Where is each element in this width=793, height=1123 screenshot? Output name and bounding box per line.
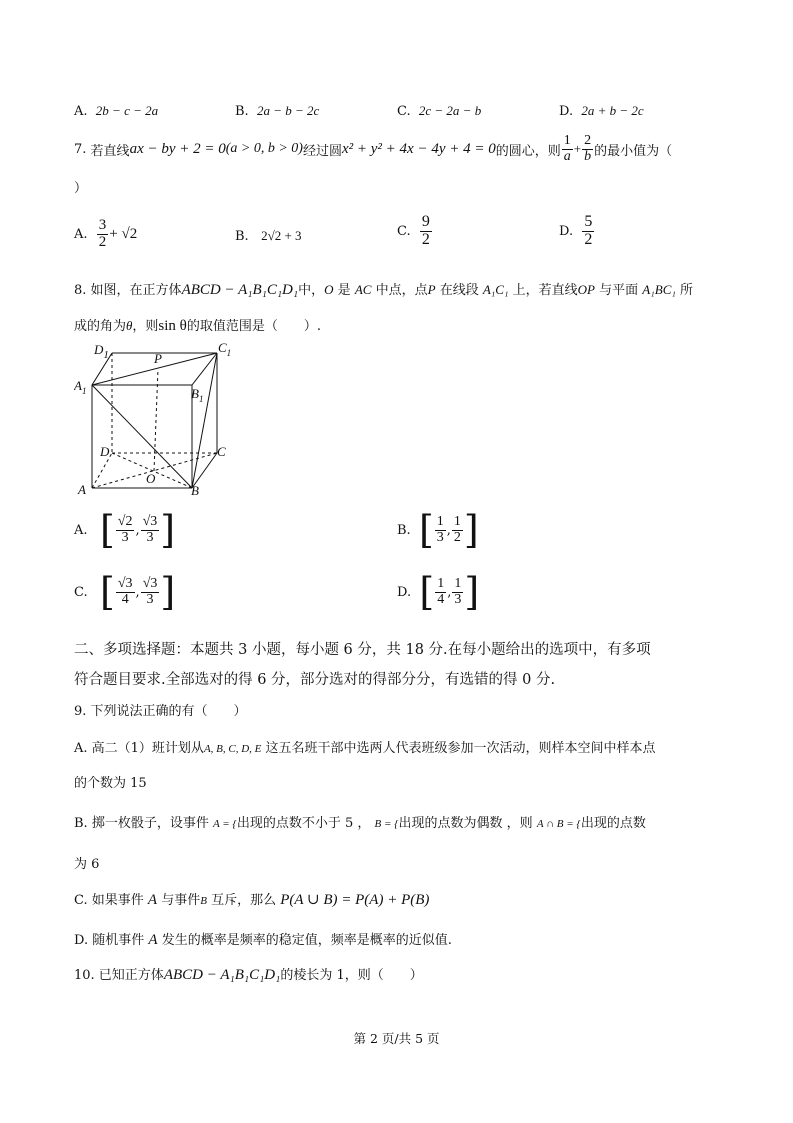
q6-option-c-expr: 2c − 2a − b	[418, 103, 482, 118]
q6-option-b: B. 2a − b − 2c	[235, 103, 320, 119]
q7-close-paren: ）	[74, 181, 88, 196]
label-c: C	[217, 444, 226, 459]
q7-option-a: A. $\frac{3}{2}$ + √2	[74, 217, 138, 250]
label-a1: $A_1$	[74, 378, 87, 396]
label-p: P	[154, 351, 162, 366]
q6-option-a: A. 2b − c − 2a	[74, 103, 159, 119]
q9-option-d: D. 随机事件 A 发生的概率是频率的稳定值，频率是概率的近似值.	[74, 932, 452, 948]
q6-option-b-expr: 2a − b − 2c	[256, 103, 320, 118]
q6-option-d-expr: 2a + b − 2c	[581, 103, 644, 118]
label-a: A	[78, 482, 86, 497]
q9-option-b-line1: B. 掷一枚骰子，设事件 A = {出现的点数不小于 5 ， B = {出现的点数为偶数 ，则 A ∩ B = {出现的点数	[74, 816, 646, 831]
q8-stem-line2: 成的角为θ，则sin θ的取值范围是（ ）.	[74, 318, 322, 334]
label-b: B	[191, 483, 199, 498]
label-c1: $C_1$	[218, 340, 232, 358]
section2-line1: 二、多项选择题：本题共 3 小题，每小题 6 分，共 18 分.在每小题给出的选项中，有多项	[74, 642, 651, 658]
q6-option-a-expr: 2b − c − 2a	[95, 103, 159, 118]
q9-option-c: C. 如果事件 A 与事件B 互斥，那么 P(A ∪ B) = P(A) + P(B)	[74, 892, 430, 908]
q8-option-d: D. [ $\frac{1}{4}$ , $\frac{1}{3}$ ]	[397, 570, 480, 614]
q8-option-b: B. [ $\frac{1}{3}$ , $\frac{1}{2}$ ]	[397, 508, 479, 552]
q7-frac-2-over-b: $\frac{2}{b}$	[584, 133, 592, 164]
q7-option-c: C. $\frac{9}{2}$	[397, 213, 430, 248]
label-o: O	[146, 471, 156, 486]
label-d1: $D_1$	[94, 342, 109, 361]
q9-option-b-line2: 为 6	[74, 857, 100, 872]
q9-option-a-line1: A. 高二（1）班计划从A, B, C, D, E 这五名班干部中选两人代表班级参加一次活动，则样本空间中样本点	[74, 741, 656, 756]
q8-option-c: C. [ $\frac{√3}{4}$ , $\frac{√3}{3}$ ]	[74, 570, 176, 614]
q6-option-d: D. 2a + b − 2c	[559, 103, 644, 119]
q7-option-b: B. 2√2 + 3	[235, 228, 302, 244]
label-b1: $B_1$	[191, 386, 204, 404]
q9-option-a-line2: 的个数为 15	[74, 776, 147, 791]
q8-option-a: A. [ $\frac{√2}{3}$ , $\frac{√3}{3}$ ]	[74, 508, 176, 552]
q7-frac-1-over-a: $\frac{1}{a}$	[563, 133, 571, 164]
q6-option-c: C. 2c − 2a − b	[397, 103, 482, 119]
q8-stem-line1: 8. 如图，在正方体ABCD − A₁B₁C₁D₁中，O 是 AC 中点，点P 在线段 A₁C₁ 上，若直线OP 与平面 A₁BC₁ 所	[74, 282, 694, 298]
cube-figure	[74, 340, 234, 502]
label-d: D	[100, 444, 110, 459]
page-footer: 第 2 页/共 5 页	[353, 1031, 440, 1046]
q7-option-d: D. $\frac{5}{2}$	[559, 213, 593, 248]
section2-line2: 符合题目要求.全部选对的得 6 分，部分选对的得部分分，有选错的得 0 分.	[74, 672, 556, 688]
q9-stem: 9. 下列说法正确的有（ ）	[74, 704, 247, 719]
q10-stem: 10. 已知正方体ABCD − A₁B₁C₁D₁的棱长为 1，则（ ）	[74, 967, 423, 983]
q7-stem: 7. 若直线 ax − by + 2 = 0 (a > 0, b > 0) 经过圆 x² + y² + 4x − 4y + 4 = 0 的圆心，则 $\frac{1}{a}$ + $\frac{2}{b}$ 的最小值为（	[74, 133, 673, 164]
